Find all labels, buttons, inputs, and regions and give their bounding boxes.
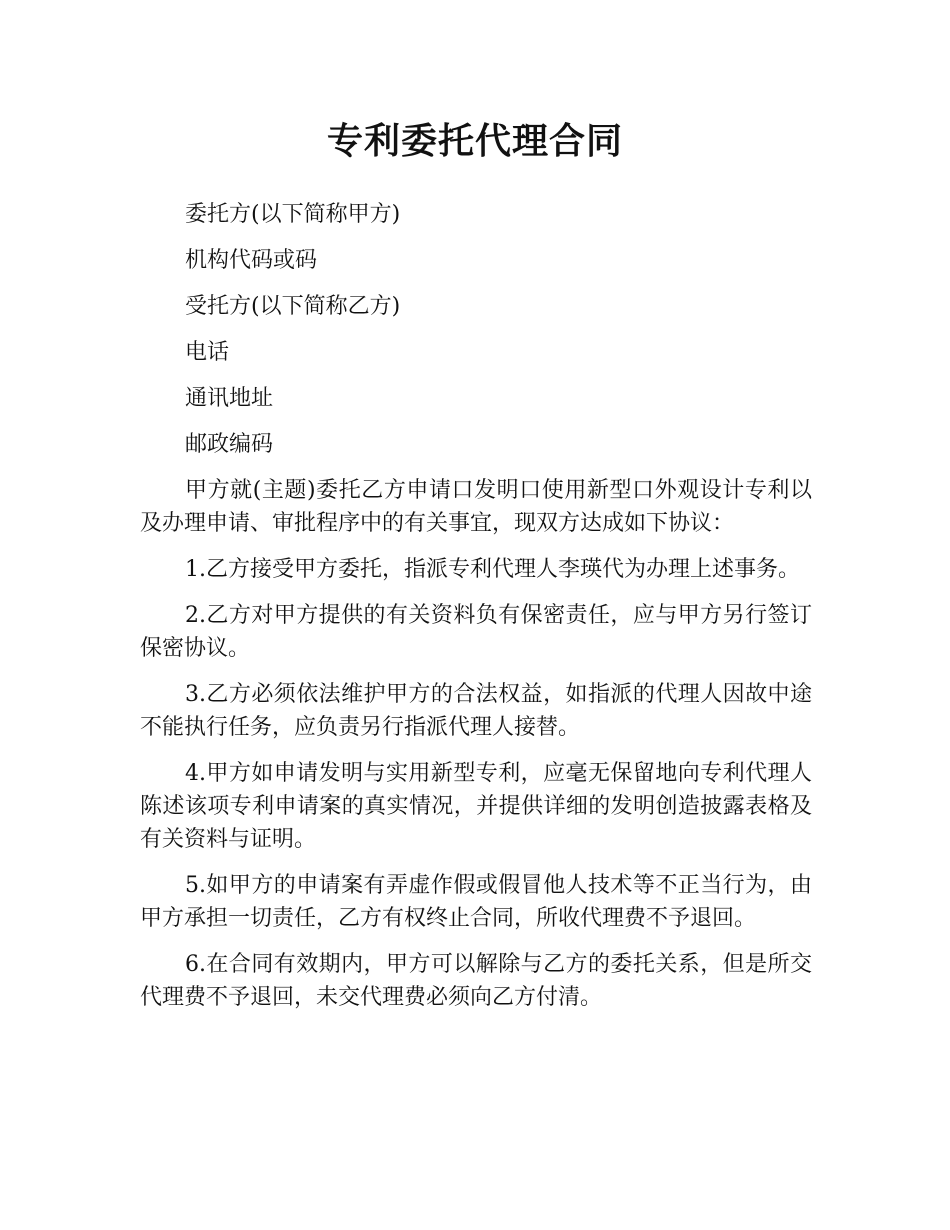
field-agent: 受托方(以下简称乙方) bbox=[185, 294, 401, 319]
field-postcode: 邮政编码 bbox=[185, 432, 274, 457]
intro-paragraph: 甲方就(主题)委托乙方申请口发明口使用新型口外观设计专利以及办理申请、审批程序中的有关事宜，现双方达成如下协议： bbox=[140, 478, 812, 536]
clause-3: 3.乙方必须依法维护甲方的合法权益，如指派的代理人因故中途不能执行任务，应负责另行指派代理人接替。 bbox=[140, 682, 812, 740]
clause-5: 5.如甲方的申请案有弄虚作假或假冒他人技术等不正当行为，由甲方承担一切责任，乙方有权终止合同，所收代理费不予退回。 bbox=[140, 873, 812, 931]
field-org-code: 机构代码或码 bbox=[185, 248, 318, 273]
clause-1: 1.乙方接受甲方委托，指派专利代理人李瑛代为办理上述事务。 bbox=[185, 557, 800, 582]
document-body bbox=[140, 198, 812, 1027]
field-address: 通讯地址 bbox=[185, 386, 274, 411]
field-client: 委托方(以下简称甲方) bbox=[185, 202, 401, 227]
clause-2: 2.乙方对甲方提供的有关资料负有保密责任，应与甲方另行签订保密协议。 bbox=[140, 603, 812, 661]
clause-6: 6.在合同有效期内，甲方可以解除与乙方的委托关系，但是所交代理费不予退回，未交代理费必须向乙方付清。 bbox=[140, 952, 812, 1010]
field-phone: 电话 bbox=[185, 340, 230, 365]
document-title: 专利委托代理合同 bbox=[326, 121, 623, 162]
clause-4: 4.甲方如申请发明与实用新型专利，应毫无保留地向专利代理人陈述该项专利申请案的真实情况，并提供详细的发明创造披露表格及有关资料与证明。 bbox=[140, 761, 812, 852]
